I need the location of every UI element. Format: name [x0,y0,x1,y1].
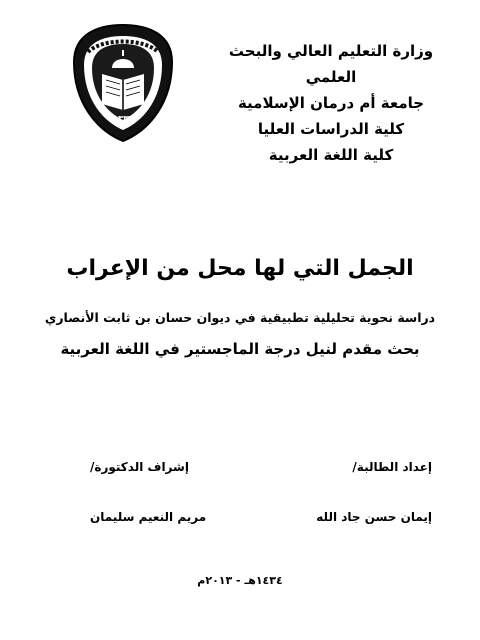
seal-year: ١٣٣٧ [113,114,133,123]
supervised-by-label: إشراف الدكتورة/ [90,460,189,474]
student-name: إيمان حسن جاد الله [316,510,432,524]
university-seal-logo [68,22,178,144]
degree-statement: بحث مقدم لنيل درجة الماجستير في اللغة العربية [60,340,420,358]
prepared-by-label: إعداد الطالبة/ [352,460,432,474]
supervisor-name: مريم النعيم سليمان [90,510,207,524]
thesis-subtitle: دراسة نحوية تحليلية تطبيقية في ديوان حسان بن ثابت الأنصاري [44,310,436,325]
submission-date: ١٤٣٤هـ - ٢٠١٣م [197,574,283,587]
thesis-title: الجمل التي لها محل من الإعراب [66,256,414,281]
institution-header [216,38,446,168]
ministry-name: وزارة التعليم العالي والبحث العلمي [228,42,434,86]
graduate-college-name: كلية الدراسات العليا [257,120,405,138]
seal-icon [68,22,178,144]
university-name: جامعة أم درمان الإسلامية [237,94,425,112]
arabic-college-name: كلية اللغة العربية [268,146,394,164]
